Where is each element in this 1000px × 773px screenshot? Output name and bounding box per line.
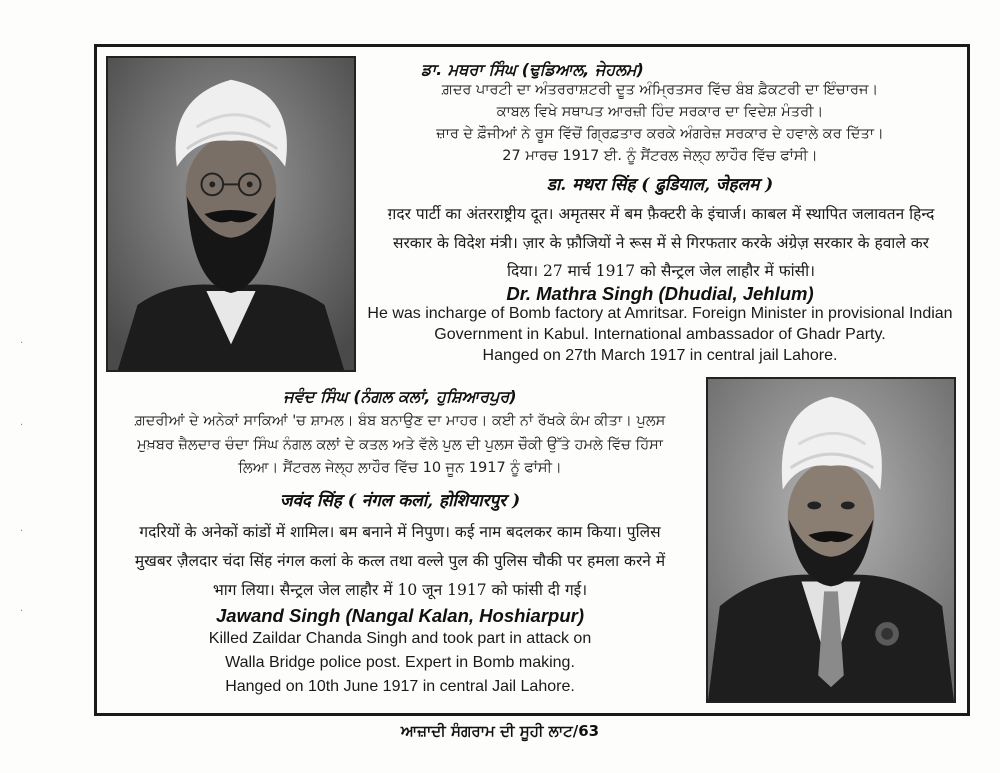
- punjabi-line: ਕਾਬਲ ਵਿਖੇ ਸਥਾਪਤ ਆਰਜ਼ੀ ਹਿੰਦ ਸਰਕਾਰ ਦਾ ਵਿਦੇਸ਼ ਮੰਤਰੀ।: [496, 104, 824, 120]
- english-title-mathra: Dr. Mathra Singh (Dhudial, Jehlum): [506, 283, 814, 304]
- hindi-title-jawand: जवंद सिंह ( नंगल कलां, होशियारपुर ): [279, 491, 521, 511]
- punjabi-line: ਜ਼ਾਰ ਦੇ ਫ਼ੌਜੀਆਂ ਨੇ ਰੂਸ ਵਿੱਚੋਂ ਗ੍ਰਿਫ਼ਤਾਰ ਕਰਕੇ ਅੰਗਰੇਜ਼ ਸਰਕਾਰ ਦੇ ਹਵਾਲੇ ਕਰ ਦਿੱਤਾ।: [436, 126, 884, 142]
- punjabi-line: ਗ਼ਦਰੀਆਂ ਦੇ ਅਨੇਕਾਂ ਸਾਕਿਆਂ 'ਚ ਸ਼ਾਮਲ। ਬੰਬ ਬਨਾਉਣ ਦਾ ਮਾਹਰ। ਕਈ ਨਾਂ ਰੱਖਕੇ ਕੰਮ ਕੀਤਾ। ਪੁਲਸ: [134, 413, 666, 429]
- scan-speck: ·: [20, 338, 24, 349]
- hindi-line: मुखबर ज़ैलदार चंदा सिंह नंगल कलां के कत्ल तथा वल्ले पुल की पुलिस चौकी पर हमला करने में: [134, 552, 666, 570]
- english-line: Killed Zaildar Chanda Singh and took part in attack on: [208, 630, 592, 647]
- hindi-line: ग़दर पार्टी का अंतरराष्ट्रीय दूत। अमृतसर में बम फ़ैक्टरी के इंचार्ज। काबल में स्थापित जलावतन हिन्द: [387, 205, 935, 223]
- punjabi-title-jawand: ਜਵੰਦ ਸਿੰਘ (ਨੰਗਲ ਕਲਾਂ, ਹੁਸ਼ਿਆਰਪੁਰ): [283, 387, 517, 406]
- punjabi-line: 27 ਮਾਰਚ 1917 ਈ. ਨੂੰ ਸੈਂਟਰਲ ਜੇਲ੍ਹ ਲਾਹੌਰ ਵਿੱਚ ਫਾਂਸੀ।: [502, 148, 818, 164]
- hindi-line: दिया। 27 मार्च 1917 को सैन्ट्रल जेल लाहौर में फांसी।: [506, 262, 816, 280]
- hindi-line: सरकार के विदेश मंत्री। ज़ार के फ़ौजियों ने रूस में से गिरफतार करके अंग्रेज़ सरकार के हवाले कर: [392, 234, 930, 252]
- portrait-jawand-singh: [706, 377, 956, 703]
- scan-speck: ·: [20, 526, 24, 537]
- punjabi-line: ਗ਼ਦਰ ਪਾਰਟੀ ਦਾ ਅੰਤਰਰਾਸ਼ਟਰੀ ਦੂਤ ਅੰਮ੍ਰਿਤਸਰ ਵਿੱਚ ਬੰਬ ਫ਼ੈਕਟਰੀ ਦਾ ਇੰਚਾਰਜ।: [441, 82, 879, 98]
- scan-speck: ·: [20, 606, 24, 617]
- english-line: Hanged on 10th June 1917 in central Jail Lahore.: [225, 678, 575, 695]
- hindi-title-mathra: डा. मथरा सिंह ( ढुडियाल, जेहलम ): [546, 175, 774, 195]
- punjabi-line: ਲਿਆ। ਸੈਂਟਰਲ ਜੇਲ੍ਹ ਲਾਹੌਰ ਵਿੱਚ 10 ਜੂਨ 1917 ਨੂੰ ਫਾਂਸੀ।: [238, 460, 562, 476]
- scan-speck: ·: [20, 420, 24, 431]
- english-line: Walla Bridge police post. Expert in Bomb making.: [225, 654, 575, 671]
- english-title-jawand: Jawand Singh (Nangal Kalan, Hoshiarpur): [216, 605, 584, 626]
- english-line: He was incharge of Bomb factory at Amritsar. Foreign Minister in provisional Indian: [367, 305, 953, 322]
- english-line: Hanged on 27th March 1917 in central jail Lahore.: [482, 347, 838, 364]
- page-footer: ਆਜ਼ਾਦੀ ਸੰਗਰਾਮ ਦੀ ਸੂਹੀ ਲਾਟ/63: [400, 722, 600, 740]
- hindi-line: गदरियों के अनेकों कांडों में शामिल। बम बनाने में निपुण। कई नाम बदलकर काम किया। पुलिस: [139, 523, 661, 541]
- english-line: Government in Kabul. International ambassador of Ghadr Party.: [434, 326, 886, 343]
- punjabi-title-mathra: ਡਾ. ਮਥਰਾ ਸਿੰਘ (ਢੁਡਿਆਲ, ਜੇਹਲਮ): [421, 60, 644, 79]
- portrait-mathra-singh: [106, 56, 356, 372]
- punjabi-line: ਮੁਖ਼ਬਰ ਜ਼ੈਲਦਾਰ ਚੰਦਾ ਸਿੰਘ ਨੰਗਲ ਕਲਾਂ ਦੇ ਕਤਲ ਅਤੇ ਵੱਲੇ ਪੁਲ ਦੀ ਪੁਲਸ ਚੌਕੀ ਉੱਤੇ ਹਮਲੇ ਵਿੱਚ ਹਿੱਸਾ: [137, 437, 663, 453]
- hindi-line: भाग लिया। सैन्ट्रल जेल लाहौर में 10 जून 1917 को फांसी दी गई।: [212, 581, 588, 599]
